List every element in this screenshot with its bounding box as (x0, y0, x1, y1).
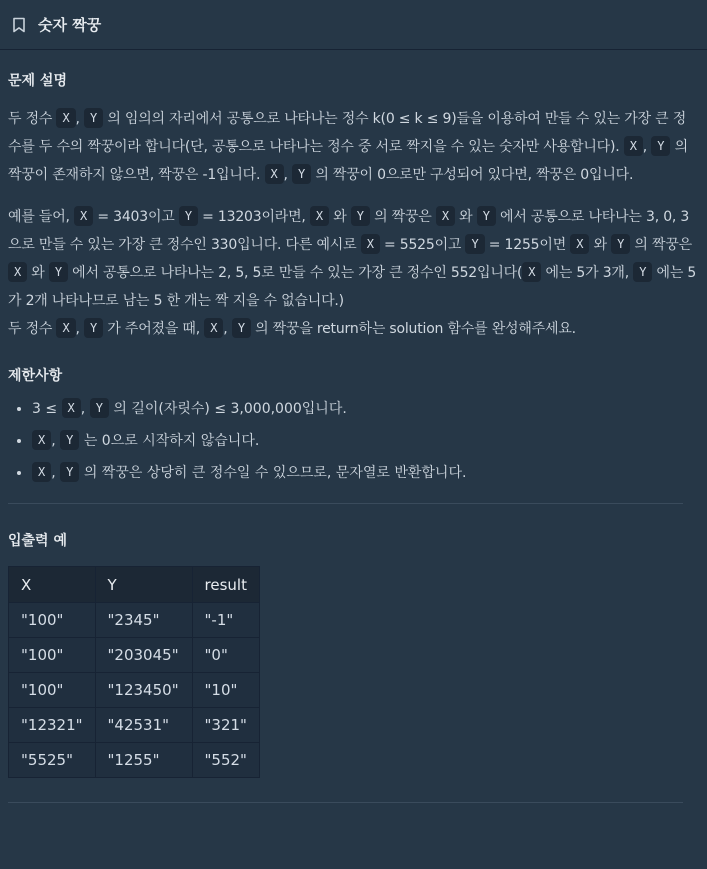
code-x: X (522, 262, 541, 282)
code-x: X (361, 234, 380, 254)
table-cell: "123450" (95, 673, 192, 708)
constraints-list (8, 395, 699, 487)
column-header: result (192, 567, 259, 603)
table-cell: "10" (192, 673, 259, 708)
table-cell: "100" (9, 638, 96, 673)
description-paragraph-1: 두 정수 X , Y 의 임의의 자리에서 공통으로 나타나는 정수 k(0 ≤ k ≤ 9)들을 이용하여 만들 수 있는 가장 큰 정수를 두 수의 짝꿍이라 합니다(단, 공통으로 나타나는 정수 중 서로 짝지을 수 있는 숫자만 사용합니다). X , Y 의 짝꿍이 존재하지 않으면, 짝꿍은 -1입니다. X , Y 의 짝꿍이 0으로만 구성되어 있다면, 짝꿍은 0입니다. (8, 105, 699, 189)
constraints-heading: 제한사항 (8, 368, 63, 384)
examples-heading: 입출력 예 (8, 533, 67, 549)
code-x: X (56, 108, 75, 128)
code-y: Y (49, 262, 68, 282)
table-row (9, 673, 260, 708)
code-y: Y (60, 462, 79, 482)
code-y: Y (477, 206, 496, 226)
code-x: X (8, 262, 27, 282)
problem-header (0, 0, 707, 50)
code-y: Y (465, 234, 484, 254)
description-heading: 문제 설명 (8, 73, 67, 89)
code-y: Y (179, 206, 198, 226)
code-y: Y (292, 164, 311, 184)
code-x: X (265, 164, 284, 184)
description-paragraph-2: 예를 들어, X = 3403이고 Y = 13203이라면, X 와 Y 의 짝꿍은 X 와 Y 에서 공통으로 나타나는 3, 0, 3으로 만들 수 있는 가장 큰 정수인 330입니다. 다른 예시로 X = 5525이고 Y = 1255이면 X 와 Y 의 짝꿍은 X 와 Y 에서 공통으로 나타나는 2, 5, 5로 만들 수 있는 가장 큰 정수인 552입니다( X 에는 5가 3개, Y 에는 5가 2개 나타나므로 남는 5 한 개는 짝 지을 수 없습니다.) 두 정수 X , Y 가 주어졌을 때, X , Y 의 짝꿍을 return하는 solution 함수를 완성해주세요. (8, 203, 699, 343)
code-x: X (32, 462, 51, 482)
code-x: X (570, 234, 589, 254)
code-y: Y (232, 318, 251, 338)
table-cell: "2345" (95, 603, 192, 638)
code-x: X (62, 398, 81, 418)
table-cell: "100" (9, 673, 96, 708)
code-y: Y (84, 108, 103, 128)
examples-table (8, 566, 260, 778)
table-cell: "5525" (9, 743, 96, 778)
column-header: X (9, 567, 96, 603)
table-row (9, 743, 260, 778)
table-cell: "12321" (9, 708, 96, 743)
column-header: Y (95, 567, 192, 603)
table-cell: "1255" (95, 743, 192, 778)
section-divider (8, 802, 683, 803)
bookmark-icon[interactable] (12, 17, 26, 33)
code-y: Y (651, 136, 670, 156)
section-divider (8, 503, 683, 504)
code-y: Y (60, 430, 79, 450)
code-y: Y (90, 398, 109, 418)
code-x: X (624, 136, 643, 156)
code-x: X (436, 206, 455, 226)
code-y: Y (611, 234, 630, 254)
code-x: X (74, 206, 93, 226)
constraint-item: • X , Y 는 0으로 시작하지 않습니다. (32, 427, 699, 455)
problem-title: 숫자 짝꿍 (38, 16, 102, 34)
table-cell: "321" (192, 708, 259, 743)
code-x: X (56, 318, 75, 338)
table-cell: "100" (9, 603, 96, 638)
problem-content (0, 70, 707, 803)
table-row (9, 638, 260, 673)
code-x: X (204, 318, 223, 338)
table-cell: "552" (192, 743, 259, 778)
code-x: X (32, 430, 51, 450)
code-y: Y (84, 318, 103, 338)
constraint-item: • X , Y 의 짝꿍은 상당히 큰 정수일 수 있으므로, 문자열로 반환합니다. (32, 459, 699, 487)
constraint-item: • 3 ≤ X , Y 의 길이(자릿수) ≤ 3,000,000입니다. (32, 395, 699, 423)
table-cell: "203045" (95, 638, 192, 673)
code-y: Y (351, 206, 370, 226)
table-row (9, 708, 260, 743)
table-header-row (9, 567, 260, 603)
table-cell: "0" (192, 638, 259, 673)
table-cell: "-1" (192, 603, 259, 638)
table-cell: "42531" (95, 708, 192, 743)
table-row (9, 603, 260, 638)
code-y: Y (633, 262, 652, 282)
code-x: X (310, 206, 329, 226)
